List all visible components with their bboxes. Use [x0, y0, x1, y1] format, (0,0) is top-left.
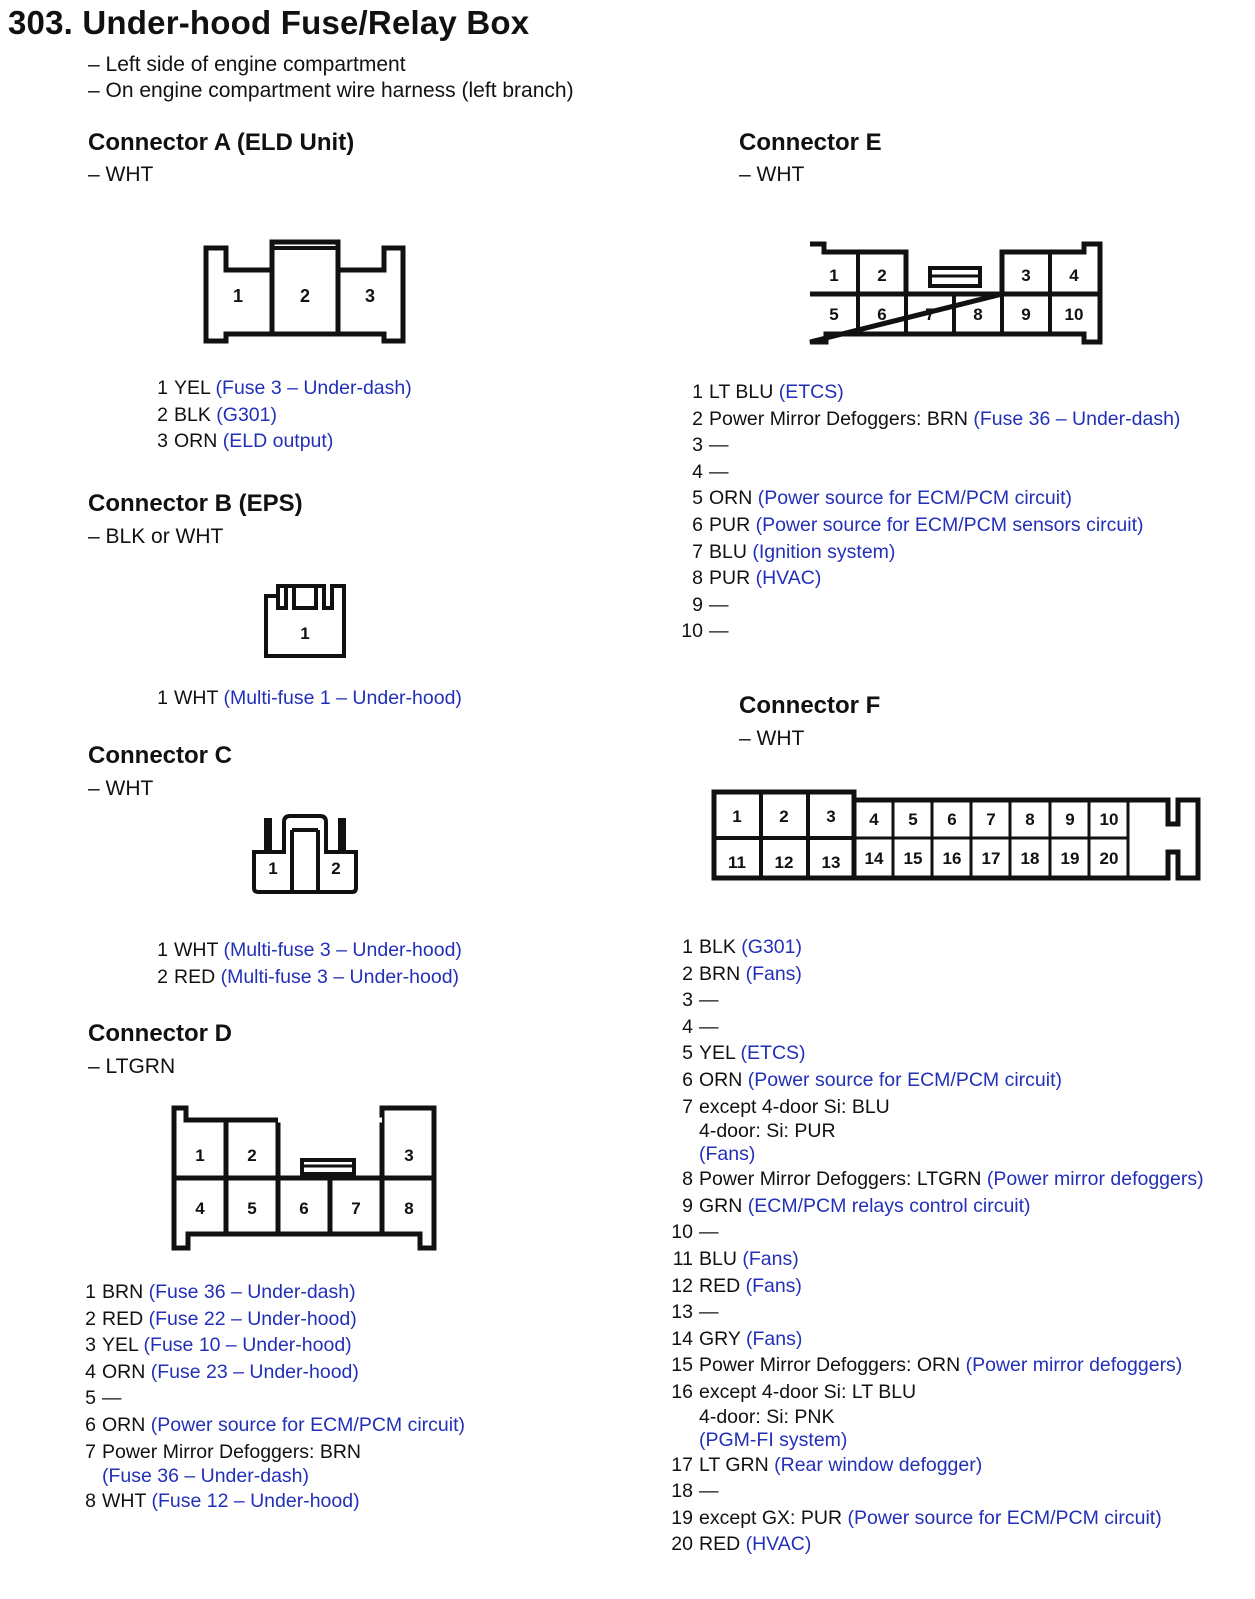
pin-circuit: (G301)	[735, 936, 802, 958]
pin-number: 2	[682, 962, 693, 985]
pin-row	[665, 1246, 1204, 1273]
pin-number: 8	[85, 1490, 96, 1513]
pin-number: 2	[157, 403, 168, 426]
pin-wire: except GX: PUR	[699, 1506, 843, 1529]
connector-f-diagram	[708, 786, 1204, 890]
pin-number: 4	[85, 1360, 96, 1383]
pin-row	[665, 934, 1204, 961]
connector-a-color: – WHT	[88, 163, 154, 186]
pin-row	[665, 1040, 1204, 1067]
pin-number: 2	[157, 965, 168, 988]
pin-number: 3	[157, 430, 168, 453]
pin-wire: BLK	[174, 403, 211, 426]
location-line: – On engine compartment wire harness (left branch)	[88, 79, 574, 102]
connector-f-title: Connector F	[739, 692, 881, 719]
pin-continuation: (PGM-FI system)	[699, 1428, 848, 1451]
pin-wire: —	[709, 460, 729, 483]
pin-number: 4	[682, 1015, 693, 1038]
connector-e-title: Connector E	[739, 129, 882, 156]
pin-number: 10	[681, 620, 703, 643]
cavity-label: 3	[1021, 266, 1031, 285]
cavity-label: 10	[1099, 810, 1119, 829]
connector-e-diagram	[804, 238, 1106, 348]
cavity-label: 2	[247, 1146, 257, 1165]
cavity-label: 20	[1099, 849, 1119, 868]
pin-wire: RED	[699, 1533, 741, 1556]
pin-row	[675, 592, 1180, 619]
pin-row	[80, 1439, 465, 1466]
connector-c-diagram	[246, 810, 364, 898]
pin-circuit: (ECM/PCM relays control circuit)	[742, 1194, 1031, 1217]
pin-row	[80, 1306, 465, 1333]
pin-row	[665, 1505, 1204, 1532]
pin-circuit: (ETCS)	[735, 1042, 806, 1065]
pin-number: 2	[692, 407, 703, 430]
pin-row	[665, 1219, 1204, 1246]
pin-row	[675, 459, 1180, 486]
pin-wire: GRN	[699, 1194, 743, 1217]
pin-number: 15	[671, 1354, 693, 1377]
pin-row	[675, 379, 1180, 406]
cavity-label: 1	[268, 859, 278, 878]
pin-circuit: (Multi-fuse 3 – Under-hood)	[218, 939, 462, 961]
pin-circuit: (Fuse 10 – Under-hood)	[138, 1334, 352, 1357]
pin-number: 9	[692, 593, 703, 616]
cavity-label: 1	[732, 807, 742, 826]
pin-wire: —	[699, 989, 719, 1012]
pin-number: 3	[692, 434, 703, 457]
pin-row	[80, 1332, 465, 1359]
pin-row	[152, 375, 412, 402]
pin-wire: ORN	[709, 487, 753, 510]
pin-circuit: (Power source for ECM/PCM circuit)	[145, 1413, 465, 1436]
pin-row	[80, 1359, 465, 1386]
cavity-label: 1	[829, 266, 839, 285]
pin-wire: LT BLU	[709, 381, 774, 403]
pin-wire: GRY	[699, 1327, 741, 1350]
connector-d-title: Connector D	[88, 1020, 232, 1047]
pin-continuation: (Fuse 36 – Under-dash)	[102, 1465, 310, 1488]
pin-wire: YEL	[174, 377, 211, 399]
pin-circuit: (Fuse 22 – Under-hood)	[143, 1307, 357, 1330]
pin-number: 19	[671, 1506, 693, 1529]
pin-number: 5	[85, 1387, 96, 1410]
pin-circuit: (Power source for ECM/PCM sensors circuit)	[750, 513, 1144, 536]
pin-wire: PUR	[709, 567, 751, 590]
pin-wire: —	[102, 1387, 122, 1410]
pin-row	[665, 1166, 1204, 1193]
pin-row	[152, 428, 412, 455]
connector-c-color: – WHT	[88, 777, 154, 800]
pin-number: 11	[672, 1247, 693, 1270]
connector-a-diagram	[200, 236, 410, 348]
pin-circuit: (Fans)	[740, 1327, 803, 1350]
pin-circuit: (Fuse 36 – Under-dash)	[967, 407, 1181, 430]
pin-row	[675, 485, 1180, 512]
cavity-label: 4	[869, 810, 879, 829]
cavity-label: 8	[1025, 810, 1035, 829]
cavity-label: 19	[1060, 849, 1080, 868]
pin-wire: YEL	[102, 1334, 139, 1357]
pin-wire: —	[699, 1015, 719, 1038]
pin-number: 1	[157, 939, 168, 961]
pin-row	[665, 1193, 1204, 1220]
pin-number: 12	[671, 1274, 693, 1297]
cavity-label: 4	[1069, 266, 1079, 285]
pin-wire: RED	[102, 1307, 144, 1330]
cavity-label: 1	[300, 624, 310, 643]
pin-circuit: (Fans)	[736, 1247, 799, 1270]
pin-number: 14	[671, 1327, 693, 1350]
pin-row	[675, 406, 1180, 433]
cavity-label: 6	[299, 1199, 309, 1218]
cavity-label: 16	[942, 849, 962, 868]
cavity-label: 3	[364, 286, 376, 306]
pin-row	[80, 1279, 465, 1306]
cavity-label: 15	[903, 849, 923, 868]
cavity-label: 13	[821, 853, 841, 872]
pin-row	[665, 1531, 1204, 1558]
pin-number: 18	[671, 1480, 693, 1503]
pin-row	[665, 1014, 1204, 1041]
pin-row	[665, 1299, 1204, 1326]
pin-row	[665, 1478, 1204, 1505]
cavity-label: 5	[829, 305, 839, 324]
pin-wire: BLK	[699, 936, 736, 958]
pin-wire: except 4-door Si: LT BLU	[699, 1380, 917, 1403]
pin-wire: LT GRN	[699, 1453, 769, 1476]
connector-f-pin-list	[665, 934, 1204, 1558]
pin-number: 8	[692, 567, 703, 590]
cavity-label: 6	[947, 810, 957, 829]
connector-d-pin-list	[80, 1279, 465, 1515]
pin-continuation: 4-door: Si: PUR	[699, 1120, 836, 1143]
connector-b-title: Connector B (EPS)	[88, 490, 303, 517]
pin-number: 17	[671, 1453, 693, 1476]
pin-wire: BLU	[699, 1247, 737, 1270]
pin-number: 8	[682, 1168, 693, 1191]
pin-wire: —	[699, 1301, 719, 1324]
cavity-label: 2	[877, 266, 887, 285]
pin-row	[665, 1326, 1204, 1353]
connector-b-color: – BLK or WHT	[88, 525, 224, 548]
pin-row	[152, 937, 462, 964]
cavity-label: 17	[981, 849, 1001, 868]
pin-circuit: (Power mirror defoggers)	[960, 1354, 1183, 1377]
pin-number: 10	[671, 1221, 693, 1244]
pin-wire: —	[709, 620, 729, 643]
pin-number: 7	[692, 540, 703, 563]
pin-wire: WHT	[102, 1490, 147, 1513]
page-title: 303. Under-hood Fuse/Relay Box	[8, 4, 530, 41]
pin-wire: Power Mirror Defoggers: BRN	[102, 1440, 361, 1463]
cavity-label: 8	[973, 305, 983, 324]
pin-row	[152, 964, 462, 991]
pin-row	[665, 1273, 1204, 1300]
connector-e-color: – WHT	[739, 163, 805, 186]
pin-number: 5	[692, 487, 703, 510]
pin-number: 1	[692, 381, 703, 403]
pin-row	[80, 1385, 465, 1412]
pin-circuit: (Rear window defogger)	[768, 1453, 983, 1476]
pin-wire: PUR	[709, 513, 751, 536]
pin-circuit: (Fuse 3 – Under-dash)	[210, 377, 412, 399]
pin-circuit: (HVAC)	[750, 567, 822, 590]
pin-number: 1	[682, 936, 693, 958]
pin-continuation: 4-door: Si: PNK	[699, 1405, 835, 1428]
pin-wire: —	[699, 1480, 719, 1503]
cavity-label: 6	[877, 305, 887, 324]
connector-e-pin-list	[675, 379, 1180, 645]
pin-wire: —	[709, 593, 729, 616]
pin-number: 6	[692, 513, 703, 536]
cavity-label: 1	[195, 1146, 205, 1165]
pin-row	[665, 1067, 1204, 1094]
pin-number: 16	[671, 1380, 693, 1403]
pin-row	[675, 565, 1180, 592]
pin-circuit: (Multi-fuse 1 – Under-hood)	[218, 687, 462, 709]
pin-wire: WHT	[174, 687, 219, 709]
cavity-label: 9	[1021, 305, 1031, 324]
pin-wire: Power Mirror Defoggers: ORN	[699, 1354, 961, 1377]
cavity-label: 3	[826, 807, 836, 826]
pin-wire: except 4-door Si: BLU	[699, 1095, 890, 1118]
cavity-label: 18	[1020, 849, 1040, 868]
pin-row	[675, 512, 1180, 539]
pin-number: 1	[157, 687, 168, 709]
cavity-label: 1	[232, 286, 244, 306]
pin-row	[80, 1412, 465, 1439]
connector-a-title: Connector A (ELD Unit)	[88, 129, 355, 156]
connector-c-title: Connector C	[88, 742, 232, 769]
pin-row	[80, 1488, 465, 1515]
connector-d-color: – LTGRN	[88, 1055, 176, 1078]
cavity-label: 8	[404, 1199, 414, 1218]
connector-f-color: – WHT	[739, 727, 805, 750]
pin-circuit: (Fuse 36 – Under-dash)	[143, 1281, 356, 1303]
pin-wire: —	[699, 1221, 719, 1244]
connector-a-pin-list	[152, 375, 412, 455]
pin-circuit: (Fans)	[740, 1274, 802, 1297]
pin-circuit: (Multi-fuse 3 – Under-hood)	[215, 965, 460, 988]
pin-circuit: (Power source for ECM/PCM circuit)	[842, 1506, 1162, 1529]
cavity-label: 2	[331, 859, 341, 878]
pin-circuit: (Power mirror defoggers)	[986, 1168, 1204, 1191]
pin-number: 6	[682, 1068, 693, 1091]
pin-number: 2	[85, 1307, 96, 1330]
pin-circuit: (Fans)	[740, 962, 802, 985]
connector-d-diagram	[168, 1102, 440, 1254]
pin-row	[665, 1094, 1204, 1121]
cavity-label: 10	[1064, 305, 1084, 324]
pin-row	[665, 1452, 1204, 1479]
connector-b-diagram	[260, 578, 352, 662]
pin-number: 1	[85, 1281, 96, 1303]
pin-row	[665, 987, 1204, 1014]
pin-number: 7	[682, 1095, 693, 1118]
pin-wire: YEL	[699, 1042, 736, 1065]
pin-wire: RED	[174, 965, 216, 988]
pin-number: 5	[682, 1042, 693, 1065]
pin-wire: Power Mirror Defoggers: BRN	[709, 407, 968, 430]
cavity-label: 2	[299, 286, 311, 306]
pin-number: 20	[671, 1533, 693, 1556]
pin-number: 3	[682, 989, 693, 1012]
pin-wire: RED	[699, 1274, 741, 1297]
pin-circuit: (HVAC)	[740, 1533, 812, 1556]
pin-row	[152, 402, 412, 429]
pin-row	[665, 1379, 1204, 1406]
cavity-label: 3	[404, 1146, 414, 1165]
pin-row	[675, 432, 1180, 459]
pin-number: 1	[157, 377, 168, 399]
pin-number: 6	[85, 1413, 96, 1436]
pin-row	[665, 1352, 1204, 1379]
pin-wire: BRN	[102, 1281, 144, 1303]
pin-wire: ORN	[174, 430, 218, 453]
pin-wire: Power Mirror Defoggers: LTGRN	[699, 1168, 987, 1191]
connector-c-pin-list	[152, 937, 462, 990]
pin-number: 3	[85, 1334, 96, 1357]
pin-row	[675, 539, 1180, 566]
cavity-label: 5	[247, 1199, 257, 1218]
cavity-label: 7	[925, 305, 935, 324]
pin-circuit: (Power source for ECM/PCM circuit)	[742, 1068, 1062, 1091]
cavity-label: 4	[195, 1199, 205, 1218]
cavity-label: 2	[779, 807, 789, 826]
pin-wire: ORN	[699, 1068, 743, 1091]
cavity-label: 5	[908, 810, 918, 829]
pin-number: 7	[85, 1440, 96, 1463]
pin-circuit: (Power source for ECM/PCM circuit)	[752, 487, 1072, 510]
cavity-label: 12	[774, 853, 794, 872]
pin-number: 4	[692, 460, 703, 483]
pin-continuation: (Fans)	[699, 1143, 756, 1166]
pin-wire: —	[709, 434, 729, 457]
cavity-label: 7	[351, 1199, 361, 1218]
pin-circuit: (ETCS)	[773, 381, 844, 403]
location-info	[88, 52, 574, 104]
cavity-label: 9	[1065, 810, 1075, 829]
connector-b-pin-list	[152, 685, 462, 712]
pin-circuit: (Fuse 12 – Under-hood)	[146, 1490, 360, 1513]
pin-wire: ORN	[102, 1413, 146, 1436]
pin-circuit: (G301)	[210, 403, 277, 426]
cavity-label: 11	[728, 853, 746, 872]
pin-wire: BLU	[709, 540, 747, 563]
pin-wire: BRN	[699, 962, 741, 985]
pin-circuit: (ELD output)	[217, 430, 334, 453]
location-line: – Left side of engine compartment	[88, 53, 406, 76]
pin-row	[665, 961, 1204, 988]
pin-circuit: (Ignition system)	[746, 540, 896, 563]
pin-circuit: (Fuse 23 – Under-hood)	[145, 1360, 359, 1383]
cavity-label: 7	[986, 810, 996, 829]
pin-wire: WHT	[174, 939, 219, 961]
pin-row	[152, 685, 462, 712]
pin-row	[675, 618, 1180, 645]
cavity-label: 14	[864, 849, 884, 868]
pin-number: 9	[682, 1194, 693, 1217]
pin-wire: ORN	[102, 1360, 146, 1383]
pin-number: 13	[671, 1301, 693, 1324]
